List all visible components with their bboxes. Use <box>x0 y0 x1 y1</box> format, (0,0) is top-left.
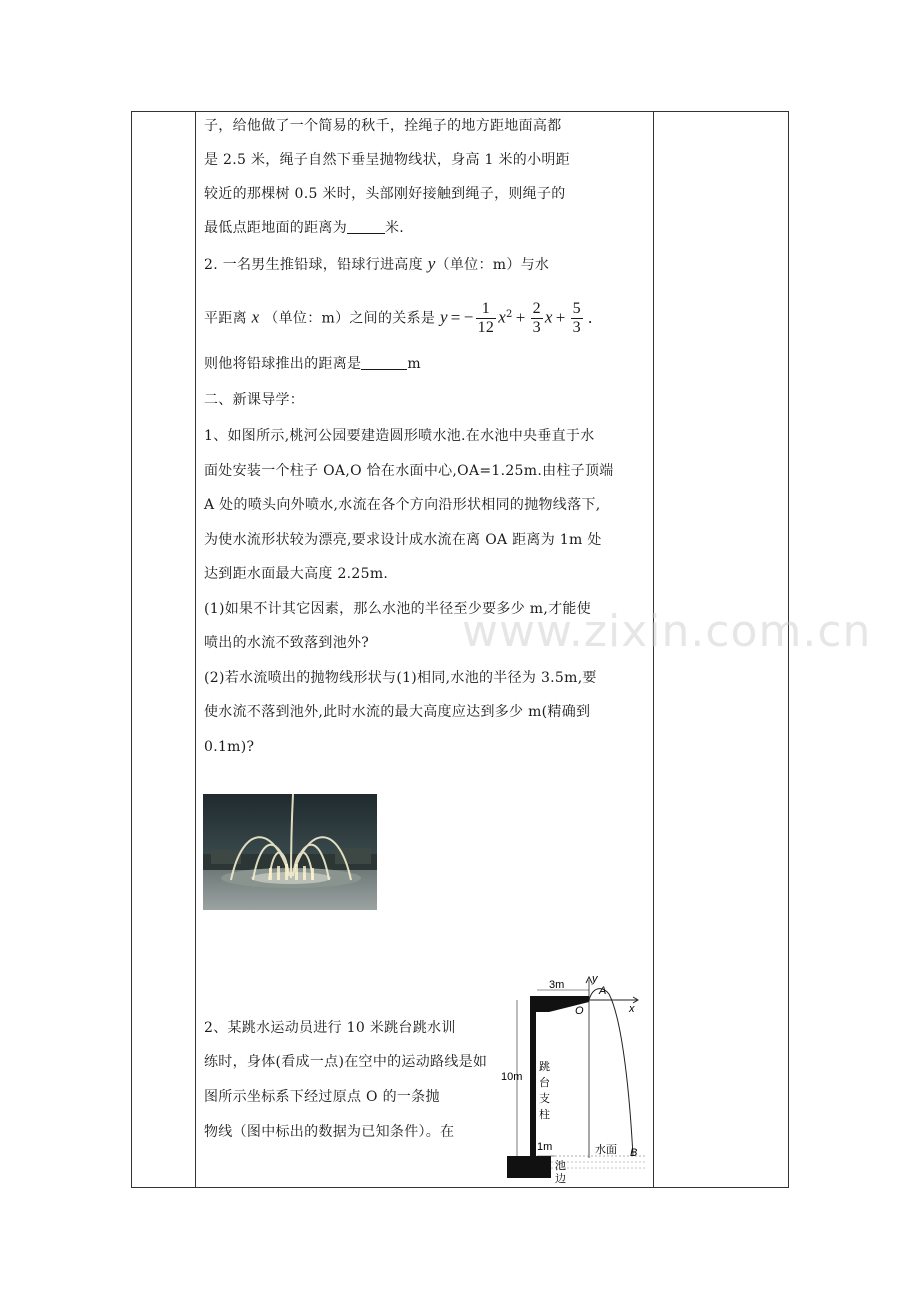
text-segment: （单位：m）之间的关系是 <box>264 310 436 327</box>
fraction-1-12 <box>476 300 497 337</box>
fraction-denominator: 12 <box>477 319 495 337</box>
y-axis-label: y <box>592 973 598 985</box>
text-line: 2、某跳水运动员进行 10 米跳台跳水训 <box>204 1020 456 1036</box>
fountain-photo <box>203 794 377 910</box>
formula-x: x <box>498 307 507 327</box>
dimension-1m: 1m <box>537 1141 553 1153</box>
fraction-denominator: 3 <box>532 319 541 337</box>
tower-base <box>507 1156 551 1178</box>
text-segment: （单位：m）与水 <box>435 257 550 273</box>
tower-label: 跳 <box>539 1061 550 1073</box>
formula-period: . <box>587 307 593 327</box>
tower-label: 柱 <box>539 1109 550 1121</box>
text-line: 使水流不落到池外,此时水流的最大高度应达到多少 m(精确到 <box>204 704 591 720</box>
text-line: 达到距水面最大高度 2.25m. <box>204 566 389 582</box>
text-segment: 平距离 <box>204 310 247 327</box>
formula-x: x <box>544 307 553 327</box>
text-line: 物线（图中标出的数据为已知条件）。在 <box>204 1124 455 1140</box>
column-divider-left <box>195 112 196 1187</box>
text-line <box>204 254 549 275</box>
text-line: 子，给他做了一个简易的秋千，拴绳子的地方距地面高都 <box>204 118 562 134</box>
dive-trajectory <box>589 989 633 1156</box>
fraction-5-3 <box>571 300 583 337</box>
tower-column <box>530 996 536 1156</box>
pool-edge-label: 边 <box>555 1173 566 1185</box>
answer-blank <box>361 355 407 370</box>
dimension-3m: 3m <box>549 979 565 991</box>
text-line: (1)如果不计其它因素，那么水池的半径至少要多少 m,才能使 <box>204 601 592 617</box>
point-b-label: B <box>630 1147 638 1159</box>
fraction-numerator: 5 <box>572 300 581 318</box>
pool-edge-label: 池 <box>555 1160 566 1172</box>
formula-plus: + <box>555 307 566 327</box>
tower-label: 台 <box>539 1077 550 1089</box>
point-a-label: A <box>599 985 607 997</box>
text-line: A 处的喷头向外喷水,水流在各个方向沿形状相同的抛物线落下, <box>204 497 601 513</box>
section-heading: 二、新课导学： <box>204 392 305 408</box>
diving-diagram <box>497 972 645 1186</box>
text-line <box>204 218 404 238</box>
text-segment: 则他将铅球推出的距离是 <box>204 356 362 372</box>
text-segment: 米. <box>385 220 405 236</box>
formula-minus: − <box>463 307 474 327</box>
text-line: 图所示坐标系下经过原点 O 的一条抛 <box>204 1089 440 1105</box>
formula-y: y <box>439 307 448 327</box>
text-segment: m <box>407 356 421 372</box>
text-line: 面处安装一个柱子 OA,O 恰在水面中心,OA=1.25m.由柱子顶端 <box>204 463 614 479</box>
fraction-2-3 <box>531 300 543 337</box>
text-segment: 2. 一名男生推铅球，铅球行进高度 <box>204 257 423 273</box>
formula-line <box>204 295 596 339</box>
x-axis-label: x <box>629 1003 635 1015</box>
text-line: (2)若水流喷出的抛物线形状与(1)相同,水池的半径为 3.5m,要 <box>204 670 597 686</box>
variable-y: y <box>427 254 436 273</box>
answer-blank <box>347 219 385 234</box>
fraction-denominator: 3 <box>572 319 581 337</box>
fountain-illustration <box>203 794 377 910</box>
text-segment: 最低点距地面的距离为 <box>204 220 347 236</box>
tower-label: 支 <box>539 1093 550 1105</box>
formula-exponent: 2 <box>506 309 513 320</box>
fraction-numerator: 2 <box>532 300 541 318</box>
variable-x: x <box>251 307 260 327</box>
text-line: 较近的那棵树 0.5 米时，头部刚好接触到绳子，则绳子的 <box>204 186 566 202</box>
origin-label: O <box>575 1005 584 1017</box>
text-line <box>204 354 421 374</box>
formula-plus: + <box>515 307 526 327</box>
text-line: 1、如图所示,桃河公园要建造圆形喷水池.在水池中央垂直于水 <box>204 428 595 444</box>
watermark: www.zixin.com.cn <box>462 606 872 657</box>
diving-figure <box>497 972 645 1186</box>
formula-eq: = <box>450 307 461 327</box>
text-line: 练时，身体(看成一点)在空中的运动路线是如 <box>204 1054 488 1070</box>
dimension-10m: 10m <box>501 1071 523 1083</box>
text-line: 为使水流形状较为漂亮,要求设计成水流在离 OA 距离为 1m 处 <box>204 532 602 548</box>
text-line: 0.1m)? <box>204 739 255 755</box>
text-line: 是 2.5 米，绳子自然下垂呈抛物线状，身高 1 米的小明距 <box>204 152 570 168</box>
fraction-numerator: 1 <box>476 300 497 319</box>
water-label: 水面 <box>595 1144 617 1156</box>
text-line: 喷出的水流不致落到池外? <box>204 635 370 651</box>
